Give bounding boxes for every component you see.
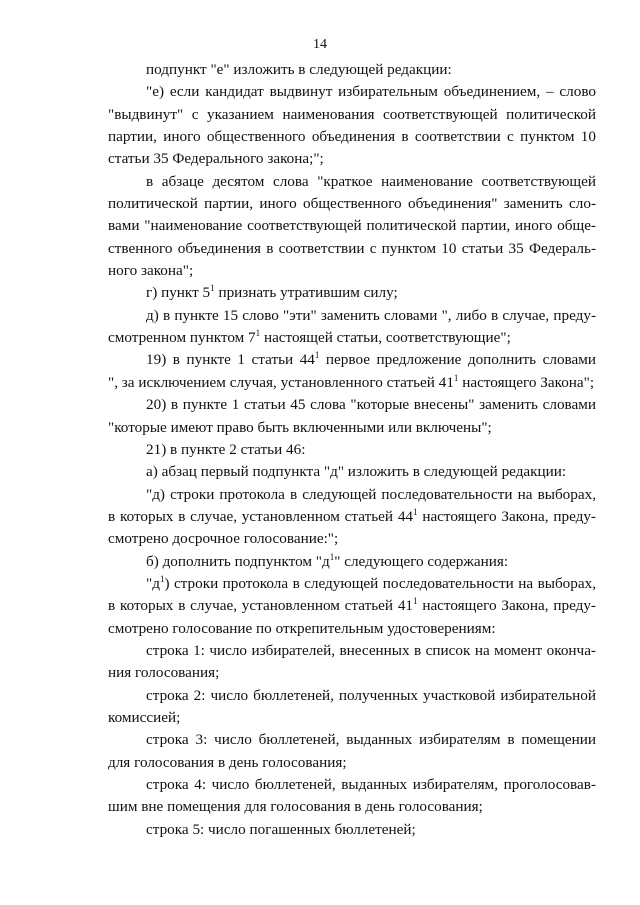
text-line: шим вне помещения для голосования в день голосования; — [108, 798, 483, 816]
text-line: смотрено досрочное голосование:"; — [108, 530, 339, 548]
text-line: в абзаце десятом слова "краткое наименование соответствующей — [146, 172, 596, 190]
text-line — [108, 506, 596, 528]
text-line: д) в пункте 15 слово "эти" заменить словами ", либо в случае, преду- — [146, 306, 596, 324]
paragraph — [108, 461, 596, 483]
text-line: "выдвинут" с указанием наименования соответствующей политической — [108, 105, 596, 123]
paragraph — [108, 729, 596, 774]
paragraph — [108, 685, 596, 730]
paragraph — [108, 484, 596, 551]
text-line: партии, иного общественного объединения в соответствии с пунктом 10 — [108, 128, 596, 146]
text-run: " следующего содержания: — [334, 552, 509, 570]
text-line: политической партии, иного общественного объединения" заменить сло- — [108, 195, 596, 213]
text-line — [108, 349, 596, 371]
text-line: комиссией; — [108, 708, 181, 726]
text-run: смотренном пунктом 7 — [108, 329, 256, 347]
superscript: 1 — [255, 328, 261, 339]
text-line: для голосования в день голосования; — [108, 753, 347, 771]
superscript: 1 — [453, 372, 459, 383]
paragraph — [108, 171, 596, 283]
text-line: ния голосования; — [108, 664, 220, 682]
text-run: настоящего Закона, преду- — [417, 507, 596, 525]
text-line: 21) в пункте 2 статьи 46: — [146, 440, 306, 458]
paragraph — [108, 305, 596, 350]
paragraph — [108, 59, 596, 81]
text-line: ного закона"; — [108, 262, 194, 280]
superscript: 1 — [159, 573, 165, 584]
paragraph — [108, 640, 596, 685]
paragraph — [108, 573, 596, 640]
text-run: ) строки протокола в следующей последовательности на выборах, — [164, 574, 596, 592]
paragraph — [108, 349, 596, 394]
text-line: а) абзац первый подпункта "д" изложить в следующей редакции: — [146, 463, 567, 481]
text-line: "которые имеют право быть включенными или включены"; — [108, 418, 492, 436]
paragraph — [108, 439, 596, 461]
text-line: вами "наименование соответствующей политической партии, иного обще- — [108, 217, 596, 235]
page-number: 14 — [313, 37, 327, 52]
text-line — [108, 282, 596, 304]
paragraph — [108, 81, 596, 170]
text-run: настоящего Закона"; — [458, 373, 595, 391]
text-line — [108, 573, 596, 595]
paragraph — [108, 282, 596, 304]
text-run: в которых в случае, установленном статьей 41 — [108, 597, 414, 615]
text-run: настоящего Закона, преду- — [417, 597, 596, 615]
superscript: 1 — [314, 350, 320, 361]
text-run: в которых в случае, установленном статьей 44 — [108, 507, 414, 525]
superscript: 1 — [413, 506, 418, 517]
text-line: строка 2: число бюллетеней, полученных участковой избирательной — [146, 686, 596, 704]
text-line: статьи 35 Федерального закона;"; — [108, 150, 324, 168]
paragraph — [108, 394, 596, 439]
superscript: 1 — [210, 283, 215, 294]
text-run: "д — [146, 574, 160, 592]
text-run: настоящей статьи, соответствующие"; — [260, 329, 511, 347]
text-line — [108, 595, 596, 617]
text-line: строка 4: число бюллетеней, выданных избирателям, проголосовав- — [146, 776, 596, 793]
text-line: строка 3: число бюллетеней, выданных избирателям в помещении — [146, 731, 596, 749]
text-line: 20) в пункте 1 статьи 45 слова "которые внесены" заменить словами — [146, 396, 596, 414]
text-line: строка 5: число погашенных бюллетеней; — [146, 820, 416, 838]
text-line: ственного объединения в соответствии с пунктом 10 статьи 35 Федераль- — [108, 239, 596, 257]
text-run: г) пункт 5 — [146, 284, 211, 302]
text-run: б) дополнить подпунктом "д — [146, 552, 330, 570]
text-line — [108, 551, 596, 573]
document-body — [108, 59, 596, 841]
text-line: подпункт "е" изложить в следующей редакции: — [146, 61, 452, 78]
text-line — [108, 327, 596, 349]
text-run: первое предложение дополнить словами — [319, 351, 596, 369]
paragraph — [108, 551, 596, 573]
paragraph — [108, 819, 596, 841]
text-line: "д) строки протокола в следующей последовательности на выборах, — [146, 485, 596, 503]
superscript: 1 — [329, 551, 335, 562]
text-line: строка 1: число избирателей, внесенных в список на момент оконча- — [146, 641, 596, 659]
superscript: 1 — [413, 596, 418, 607]
text-line — [108, 372, 596, 394]
text-line: смотрено голосование по открепительным удостоверениям: — [108, 619, 496, 637]
text-run: ", за исключением случая, установленного статьей 41 — [108, 373, 454, 391]
text-run: 19) в пункте 1 статьи 44 — [146, 351, 315, 369]
paragraph — [108, 774, 596, 819]
text-line: "е) если кандидат выдвинут избирательным объединением, – слово — [146, 83, 596, 101]
text-run: признать утратившим силу; — [214, 284, 398, 302]
